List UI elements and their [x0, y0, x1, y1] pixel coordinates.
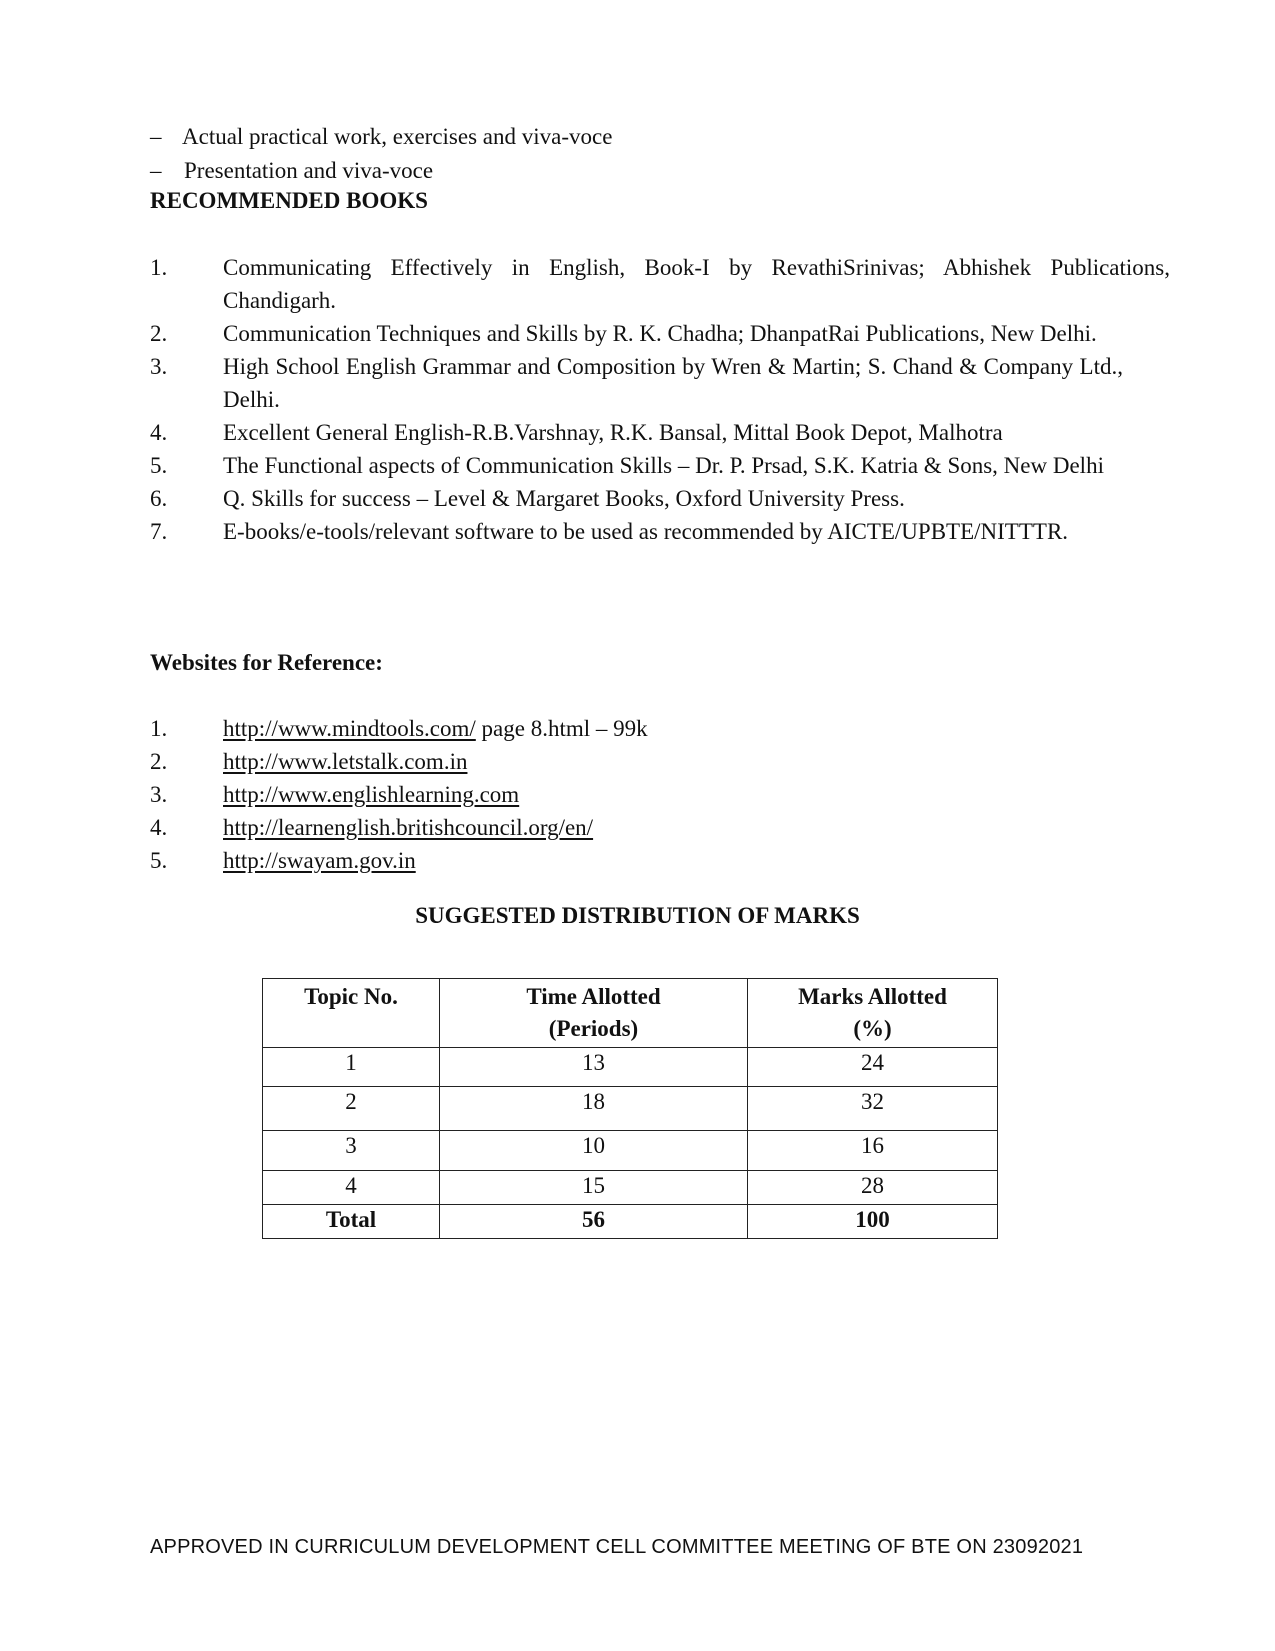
website-link[interactable]: http://www.mindtools.com/	[223, 716, 476, 741]
book-item	[150, 416, 1170, 449]
dash-marker: –	[150, 158, 162, 183]
book-item	[150, 251, 1170, 317]
website-link[interactable]: http://www.englishlearning.com	[223, 782, 520, 807]
cell-marks: 16	[748, 1131, 998, 1171]
table-row	[263, 1048, 998, 1087]
websites-list	[150, 712, 1170, 877]
cell-marks: 32	[748, 1087, 998, 1131]
book-text: E-books/e-tools/relevant software to be used as recommended by AICTE/UPBTE/NITTTR.	[223, 519, 1069, 544]
book-item	[150, 317, 1170, 350]
book-number: 7.	[150, 519, 168, 544]
header-time-line1: Time Allotted	[526, 984, 661, 1009]
recommended-books-list	[150, 251, 1170, 548]
cell-time: 13	[440, 1048, 748, 1087]
website-number: 5.	[150, 848, 168, 873]
book-number: 6.	[150, 486, 168, 511]
header-time	[440, 979, 748, 1048]
recommended-books-heading: RECOMMENDED BOOKS	[150, 188, 428, 213]
book-number: 4.	[150, 420, 168, 445]
total-label: Total	[263, 1205, 440, 1239]
assessment-item-text: Actual practical work, exercises and viva-voce	[182, 124, 613, 149]
website-number: 1.	[150, 716, 168, 741]
website-text	[223, 712, 1170, 745]
website-text	[223, 811, 1170, 844]
cell-topic: 1	[263, 1048, 440, 1087]
total-marks: 100	[748, 1205, 998, 1239]
website-number: 3.	[150, 782, 168, 807]
header-marks-line2: (%)	[853, 1016, 892, 1041]
table-row	[263, 1087, 998, 1131]
book-text: Communication Techniques and Skills by R. K. Chadha; DhanpatRai Publications, New Delhi.	[223, 321, 1097, 346]
book-text: High School English Grammar and Composition by Wren & Martin; S. Chand & Company Ltd., Delhi.	[223, 354, 1123, 412]
website-item	[150, 745, 1170, 778]
website-link[interactable]: http://www.letstalk.com.in	[223, 749, 468, 774]
website-item	[150, 778, 1170, 811]
book-text: Q. Skills for success – Level & Margaret Books, Oxford University Press.	[223, 486, 905, 511]
website-item	[150, 844, 1170, 877]
book-number: 2.	[150, 321, 168, 346]
table-row	[263, 1171, 998, 1205]
websites-heading: Websites for Reference:	[150, 650, 383, 675]
website-link[interactable]: http://swayam.gov.in	[223, 848, 416, 873]
marks-distribution-heading: SUGGESTED DISTRIBUTION OF MARKS	[415, 903, 860, 928]
cell-time: 18	[440, 1087, 748, 1131]
website-text	[223, 844, 1170, 877]
cell-time: 10	[440, 1131, 748, 1171]
book-item	[150, 350, 1170, 416]
header-marks	[748, 979, 998, 1048]
assessment-item-text: Presentation and viva-voce	[184, 158, 434, 183]
website-link[interactable]: http://learnenglish.britishcouncil.org/en/	[223, 815, 594, 840]
dash-marker: –	[150, 124, 162, 149]
website-text	[223, 745, 1170, 778]
table-header-row	[263, 979, 998, 1048]
cell-marks: 28	[748, 1171, 998, 1205]
website-number: 2.	[150, 749, 168, 774]
cell-time: 15	[440, 1171, 748, 1205]
book-number: 1.	[150, 255, 168, 280]
table-row	[263, 1131, 998, 1171]
page-footer: APPROVED IN CURRICULUM DEVELOPMENT CELL COMMITTEE MEETING OF BTE ON 23092021	[150, 1536, 1084, 1558]
book-item	[150, 482, 1170, 515]
assessment-item	[150, 122, 612, 152]
book-text: The Functional aspects of Communication Skills – Dr. P. Prsad, S.K. Katria & Sons, New Delhi	[223, 453, 1104, 478]
cell-topic: 4	[263, 1171, 440, 1205]
header-time-line2: (Periods)	[548, 1016, 639, 1041]
header-marks-line1: Marks Allotted	[798, 984, 947, 1009]
book-text: Communicating Effectively in English, Book-I by RevathiSrinivas; Abhishek Publications, Chandigarh.	[223, 255, 1170, 313]
book-text: Excellent General English-R.B.Varshnay, R.K. Bansal, Mittal Book Depot, Malhotra	[223, 420, 1003, 445]
assessment-item	[150, 156, 433, 186]
book-number: 3.	[150, 354, 168, 379]
cell-marks: 24	[748, 1048, 998, 1087]
cell-topic: 2	[263, 1087, 440, 1131]
cell-topic: 3	[263, 1131, 440, 1171]
website-text	[223, 778, 1170, 811]
total-time: 56	[440, 1205, 748, 1239]
marks-distribution-table	[262, 978, 998, 1239]
book-item	[150, 515, 1170, 548]
website-item	[150, 712, 1170, 745]
book-number: 5.	[150, 453, 168, 478]
website-suffix: page 8.html – 99k	[475, 716, 648, 741]
website-item	[150, 811, 1170, 844]
website-number: 4.	[150, 815, 168, 840]
table-total-row	[263, 1205, 998, 1239]
book-item	[150, 449, 1170, 482]
header-topic: Topic No.	[263, 979, 440, 1048]
